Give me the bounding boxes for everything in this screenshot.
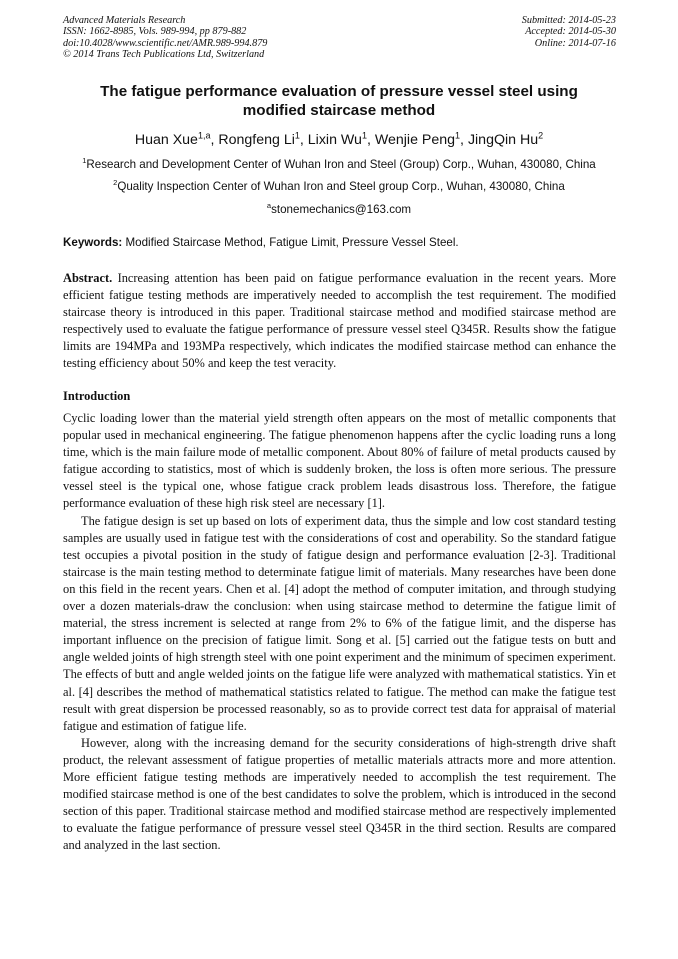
paragraph: The fatigue design is set up based on lots of experiment data, thus the simple and low cost standard testing samples are usually used in fatigue test with the considerations of cost and operability. So the standard fatigue test occupies a pivotal position in the study of fatigue design and performance evaluation [2-3]. Traditional staircase is the main testing method to determinate fatigue limit of materials. Many researches have been done on this field in the recent years. Chen et al. [4] adopt the method of computer imitation, and through studying over a dozen materials-draw the conclusion: when using staircase method to determine the fatigue limit of material, the stress increment is selected at range from 2% to 6% of the fatigue limit, and the disperse has important influence on the precision of fatigue limit. Song et al. [5] carried out the fatigue tests on butt and angle welded joints of high strength steel with one point experiment and the minimum of specimen experiment. The effects of butt and angle welded joints on the fatigue life were analyzed with mathematical statistics. Yin et al. [4] describes the method of mathematical statistics related to fatigue. The method can make the fatigue test result with great dispersion be processed reasonably, so as to provide correct test data for appraisal of material fatigue and estimation of fatigue life.	[63, 513, 616, 733]
abstract-text: Increasing attention has been paid on fatigue performance evaluation in the recent years. More efficient fatigue testing methods are imperatively needed to accomplish the test requirement. The modified staircase theory is introduced in this paper. Traditional staircase method and modified staircase method are respectively used to evaluate the fatigue performance of pressure vessel steel Q345R. Results show the fatigue limits are 194MPa and 193MPa respectively, which indicates the modified staircase method can enhance the testing efficiency about 50% and keep the test veracity.	[63, 271, 616, 371]
author: Lixin Wu$^1$,	[307, 130, 375, 148]
journal-name: Advanced Materials Research	[63, 15, 186, 26]
date-online: Online: 2014-07-16	[534, 37, 616, 49]
paragraph: However, along with the increasing demand for the security considerations of high-strength drive shaft product, the relevant assessment of fatigue properties of metallic materials attracts more and more attention. More efficient fatigue testing methods are imperatively needed to accomplish the test requirement. The modified staircase method is one of the best candidates to solve the problem, which is introduced in the second section of this paper. Traditional staircase method and modified staircase method are respectively implemented to evaluate the fatigue performance of pressure vessel steel Q345R in the third section. Results are compared and analyzed in the last section.	[63, 735, 616, 853]
journal-header	[63, 15, 267, 61]
author-email: $^a$stonemechanics@163.com	[266, 201, 412, 216]
introduction-body	[63, 410, 616, 854]
keywords	[63, 236, 619, 250]
paragraph: Cyclic loading lower than the material yield strength often appears on the most of metallic components that popular used in mechanical engineering. The fatigue phenomenon happens after the cyclic loading runs a long time, which is the main failure mode of metallic component. About 80% of failure of metal products caused by fatigue according to statistics, most of which is suddenly broken, the loss is often more serious. The pressure vessel steel is the typical one, whose fatigue crack problem leads disastrous loss. Therefore, the fatigue performance evaluation of these high risk steel are necessary [1].	[63, 411, 616, 511]
author-list	[40, 131, 638, 149]
author: JingQin Hu$^2$	[467, 130, 544, 148]
affiliation-1: $^1$Research and Development Center of Wuhan Iron and Steel (Group) Corp., Wuhan, 430080, China	[82, 156, 596, 171]
author: Huan Xue$^{1,a}$,	[134, 130, 219, 148]
section-heading-introduction: Introduction	[63, 389, 131, 403]
journal-copyright: © 2014 Trans Tech Publications Ltd, Switzerland	[63, 49, 265, 61]
dates-header	[522, 15, 616, 49]
keywords-label: Keywords:	[63, 236, 123, 249]
journal-doi: doi:10.4028/www.scientific.net/AMR.989-994.879	[63, 37, 268, 49]
abstract	[63, 270, 616, 373]
date-accepted: Accepted: 2014-05-30	[525, 26, 616, 38]
date-submitted: Submitted: 2014-05-23	[521, 15, 616, 26]
keywords-text: Modified Staircase Method, Fatigue Limit, Pressure Vessel Steel.	[122, 236, 459, 249]
author: Wenjie Peng$^1$,	[374, 130, 468, 148]
abstract-label: Abstract.	[63, 271, 113, 285]
author: Rongfeng Li$^1$,	[218, 130, 308, 148]
paper-title	[60, 82, 618, 120]
title-line-2: modified staircase method	[242, 102, 436, 119]
affiliation-2: $^2$Quality Inspection Center of Wuhan Iron and Steel group Corp., Wuhan, 430080, China	[113, 178, 565, 193]
journal-issn: ISSN: 1662-8985, Vols. 989-994, pp 879-882	[63, 26, 247, 38]
title-line-1: The fatigue performance evaluation of pressure vessel steel using	[100, 83, 578, 100]
